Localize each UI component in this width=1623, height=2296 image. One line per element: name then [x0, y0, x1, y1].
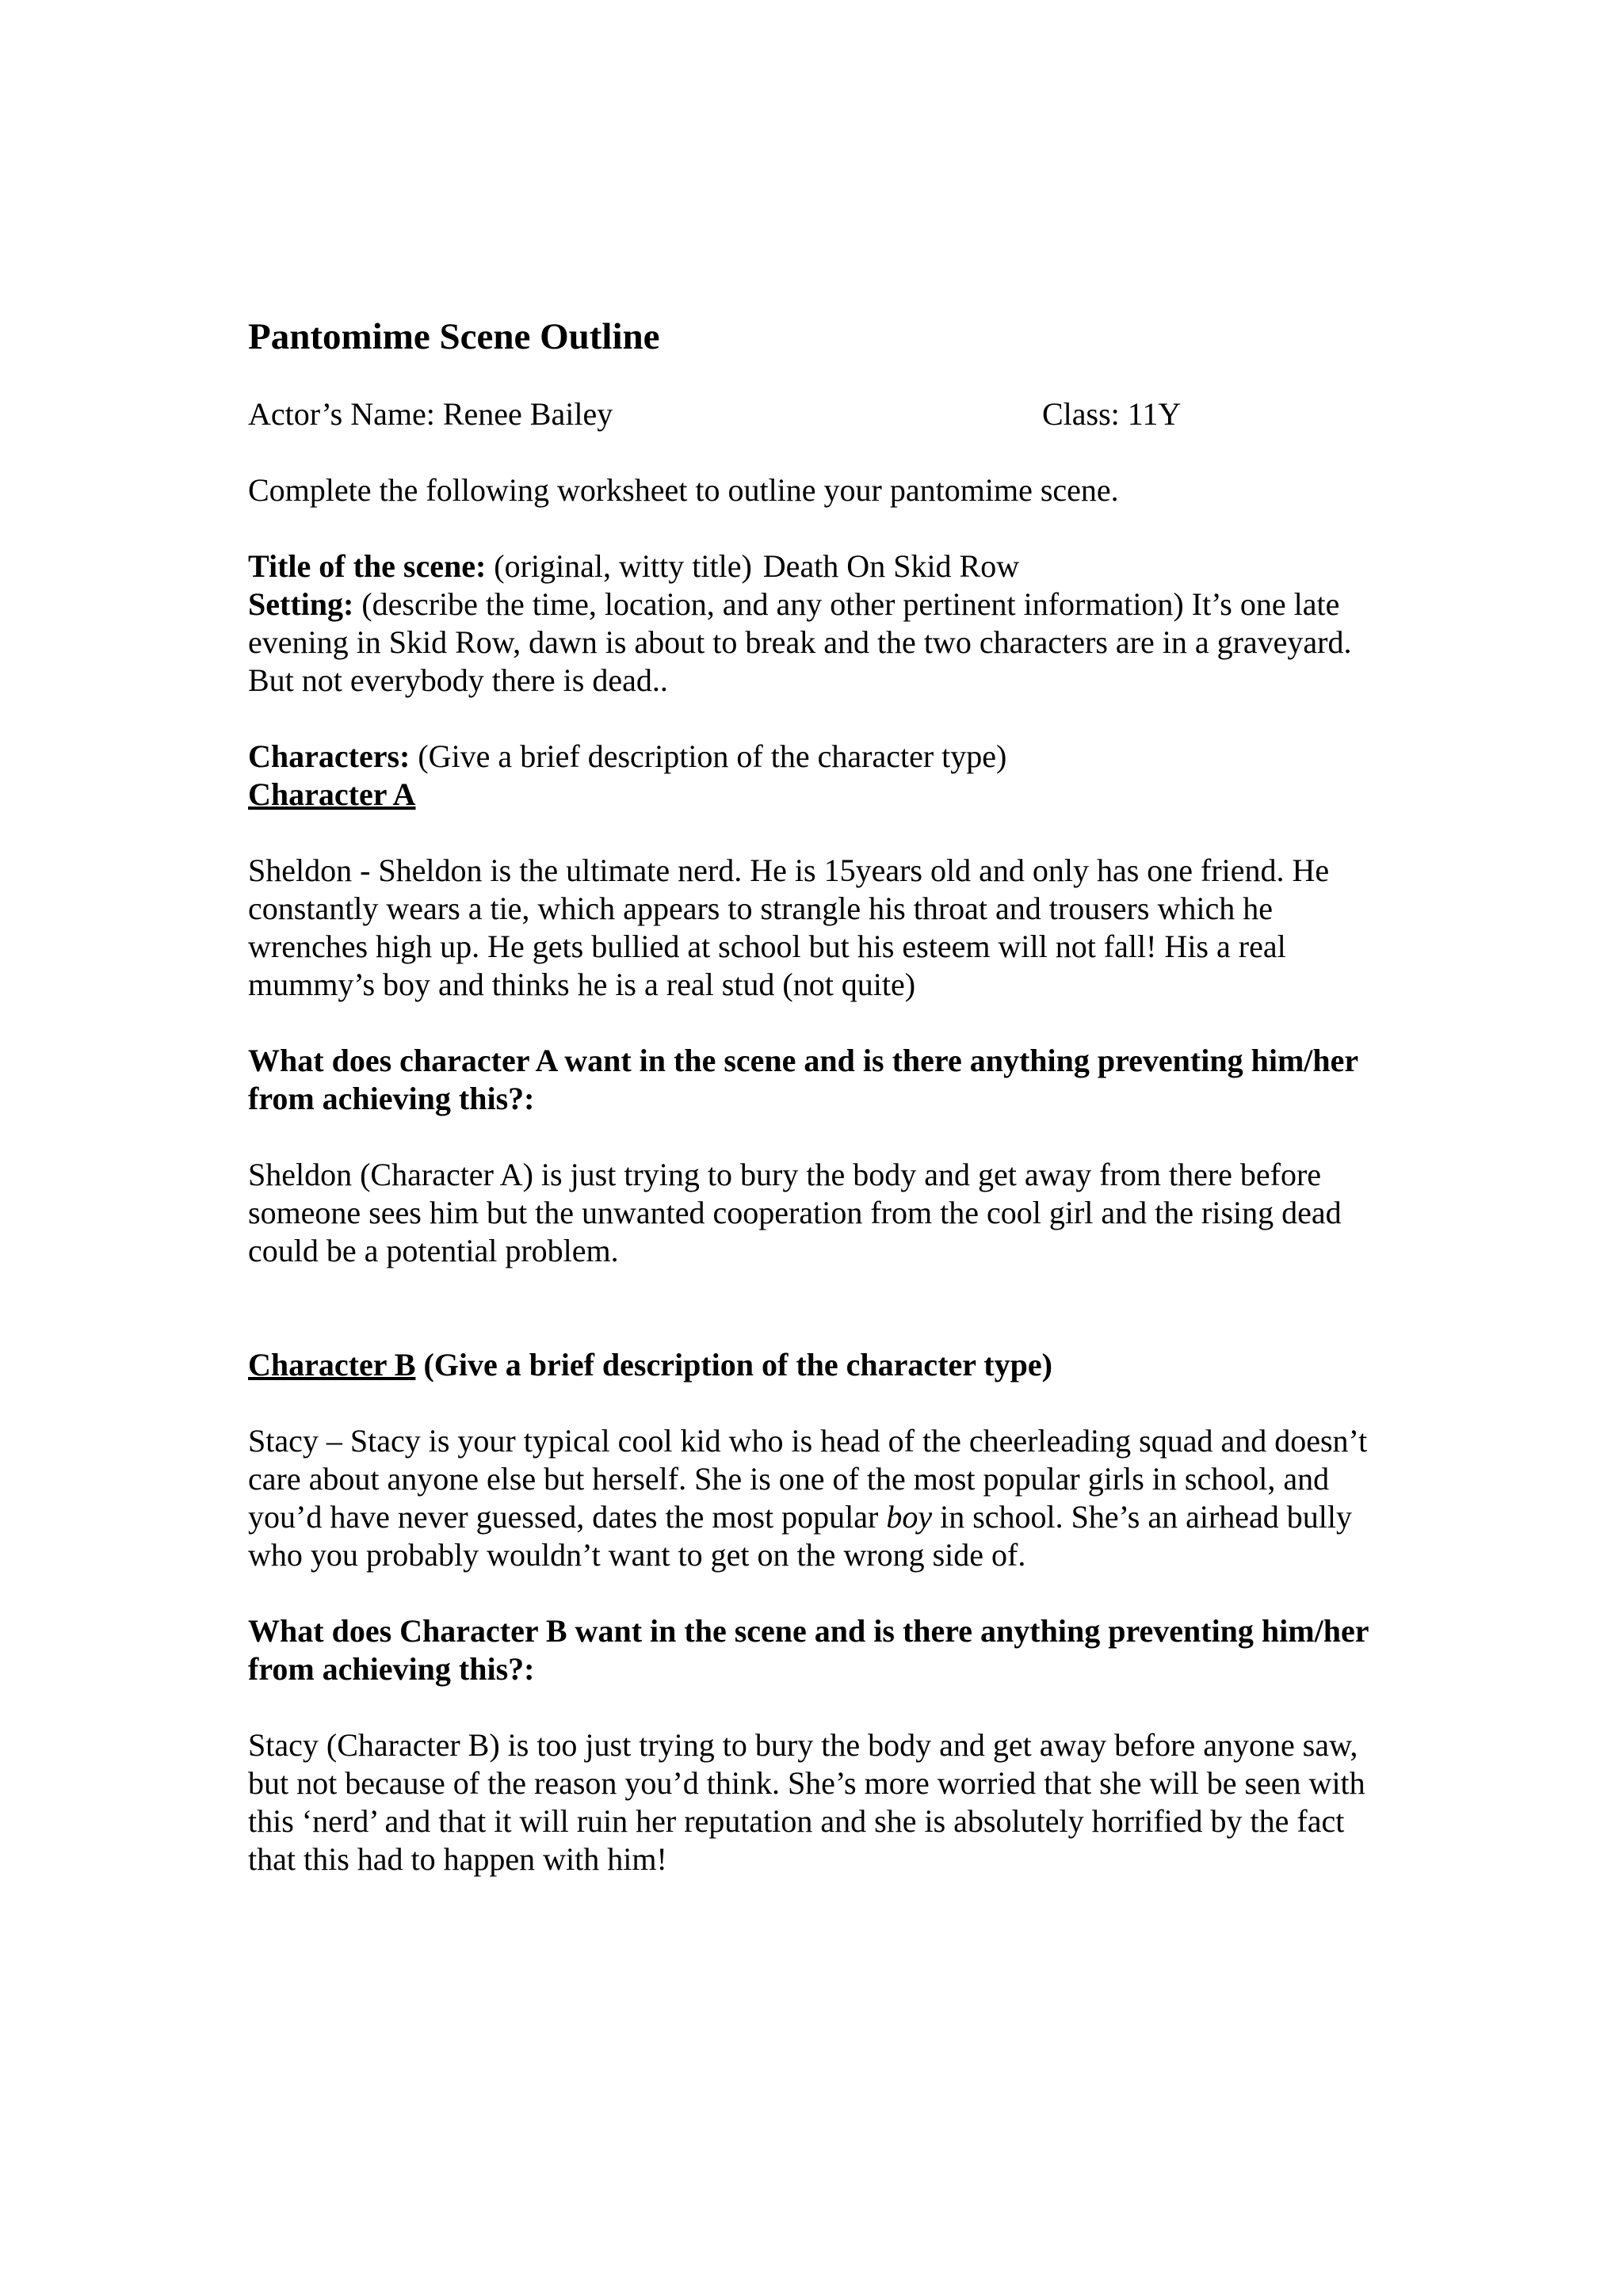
character-b-heading-hint: (Give a brief description of the character type)	[423, 1347, 1052, 1383]
actor-class-row	[248, 395, 1397, 433]
class-label: Class:	[1042, 396, 1120, 432]
scene-title-hint: (original, witty title)	[494, 548, 752, 584]
actor-name-value: Renee Bailey	[442, 396, 613, 432]
setting-label: Setting:	[248, 586, 354, 622]
characters-hint: (Give a brief description of the character type)	[418, 738, 1007, 774]
character-a-want-answer: Sheldon (Character A) is just trying to bury the body and get away from there before someone sees him but the unwanted cooperation from the cool girl and the rising dead could be a potential problem.	[248, 1157, 1342, 1268]
class-field	[1042, 395, 1181, 433]
setting-paragraph	[248, 585, 1397, 700]
instructions: Complete the following worksheet to outline your pantomime scene.	[248, 472, 1119, 508]
worksheet-page	[248, 313, 1397, 1878]
character-b-description	[248, 1422, 1397, 1574]
character-b-description-italic: boy	[886, 1499, 933, 1535]
setting-text: (describe the time, location, and any other pertinent information) It’s one late evening in Skid Row, dawn is about to break and the two characters are in a graveyard. But not everybody there is dead..	[248, 586, 1352, 698]
character-b-heading-line	[248, 1346, 1397, 1384]
character-b-description-part2: in school. She’s an airhead bully who you probably wouldn’t want to get on the wrong side of.	[248, 1499, 1353, 1573]
scene-title-line	[248, 547, 1397, 585]
character-b-description-part1: Stacy – Stacy is your typical cool kid who is head of the cheerleading squad and doesn’t care about anyone else but herself. She is one of the most popular girls in school, and you’d have never guessed, dates the most popular	[248, 1423, 1368, 1535]
character-b-want-answer: Stacy (Character B) is too just trying to bury the body and get away before anyone saw, but not because of the reason you’d think. She’s more worried that she will be seen with this ‘nerd’ and that it will ruin her reputation and she is absolutely horrified by the fact that this had to happen with him!	[248, 1727, 1365, 1877]
actor-name-field	[248, 396, 613, 432]
class-value: 11Y	[1127, 396, 1182, 432]
scene-title-label: Title of the scene:	[248, 548, 487, 584]
characters-label: Characters:	[248, 738, 411, 774]
scene-title-value: Death On Skid Row	[762, 548, 1020, 584]
character-a-heading: Character A	[248, 776, 416, 812]
characters-line	[248, 738, 1397, 776]
character-a-description: Sheldon - Sheldon is the ultimate nerd. He is 15years old and only has one friend. He constantly wears a tie, which appears to strangle his throat and trousers which he wrenches high up. He gets bullied at school but his esteem will not fall! His a real mummy’s boy and thinks he is a real stud (not quite)	[248, 852, 1330, 1002]
character-b-heading: Character B	[248, 1347, 416, 1383]
page-title: Pantomime Scene Outline	[248, 316, 660, 357]
actor-name-label: Actor’s Name:	[248, 396, 435, 432]
character-b-want-question: What does Character B want in the scene and is there anything preventing him/her from achieving this?:	[248, 1613, 1369, 1687]
character-a-want-question: What does character A want in the scene and is there anything preventing him/her from achieving this?:	[248, 1043, 1358, 1116]
